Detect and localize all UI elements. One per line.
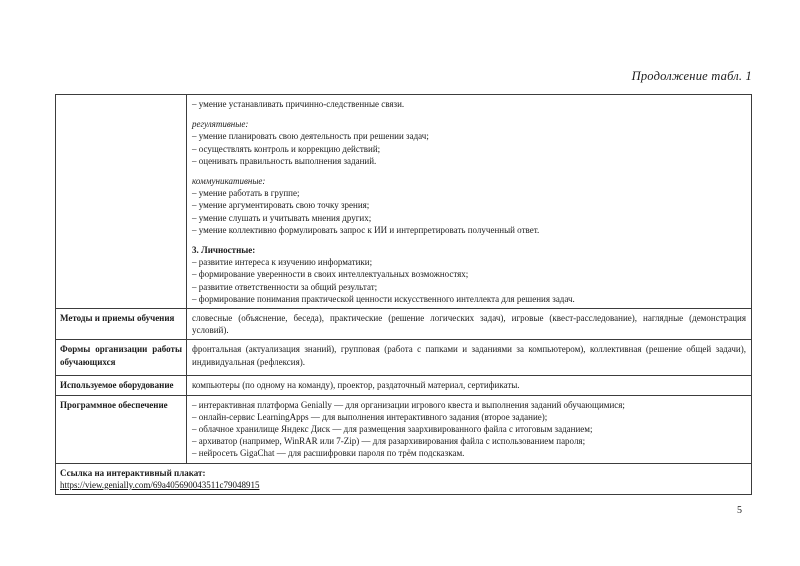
organization-forms-value: фронтальная (актуализация знаний), групповая (работа с папками и заданиями за компьютером), коллективная (решение общей задачи), индивидуальная (рефлексия). bbox=[187, 340, 752, 376]
methods-label: Методы и приемы обучения bbox=[56, 309, 187, 340]
software-label: Программное обеспечение bbox=[56, 395, 187, 463]
result-item: – умение устанавливать причинно-следственные связи. bbox=[192, 99, 405, 109]
table-row-software bbox=[56, 395, 752, 463]
group-heading-personal: 3. Личностные: bbox=[192, 245, 256, 256]
table-row-planned-results bbox=[56, 95, 752, 309]
label-cell-empty bbox=[56, 95, 187, 309]
poster-link[interactable]: https://view.genially.com/69a405690043511c79048915 bbox=[60, 479, 260, 490]
software-item: – архиватор (например, WinRAR или 7-Zip) — для разархивирования файла с использованием пароля; bbox=[192, 436, 586, 447]
organization-forms-label: Формы организации работы обучающихся bbox=[56, 340, 187, 376]
result-item: – осуществлять контроль и коррекцию действий; bbox=[192, 143, 381, 154]
equipment-label: Используемое оборудование bbox=[56, 376, 187, 395]
poster-link-cell bbox=[56, 463, 752, 494]
methods-value: словесные (объяснение, беседа), практические (решение логических задач), игровые (квест-расследование), наглядные (демонстрация условий). bbox=[187, 309, 752, 340]
result-item: – формирование уверенности в своих интеллектуальных возможностях; bbox=[192, 269, 469, 280]
result-item: – умение аргументировать свою точку зрения; bbox=[192, 200, 370, 211]
group-heading-regulative: регулятивные: bbox=[192, 119, 249, 130]
result-item: – оценивать правильность выполнения заданий. bbox=[192, 155, 377, 166]
software-item: – интерактивная платформа Genially — для организации игрового квеста и выполнения заданий обучающимися; bbox=[192, 399, 625, 410]
table-row-methods bbox=[56, 309, 752, 340]
result-item: – умение коллективно формулировать запрос к ИИ и интерпретировать полученный ответ. bbox=[192, 224, 540, 235]
result-item: – развитие ответственности за общий результат; bbox=[192, 281, 378, 292]
group-heading-communicative: коммуникативные: bbox=[192, 176, 266, 187]
software-item: – онлайн-сервис LearningApps — для выполнения интерактивного задания (второе задание); bbox=[192, 411, 548, 422]
poster-link-label: Ссылка на интерактивный плакат: bbox=[60, 467, 206, 478]
planned-results-cell bbox=[187, 95, 752, 309]
result-item: – умение работать в группе; bbox=[192, 188, 300, 199]
table-row-poster-link bbox=[56, 463, 752, 494]
lesson-plan-table bbox=[55, 94, 752, 495]
software-item: – нейросеть GigaChat — для расшифровки пароля по трём подсказкам. bbox=[192, 448, 465, 459]
result-item: – развитие интереса к изучению информатики; bbox=[192, 257, 373, 268]
result-item: – формирование понимания практической ценности искусственного интеллекта для решения задач. bbox=[192, 293, 575, 304]
table-continuation-caption: Продолжение табл. 1 bbox=[631, 69, 752, 83]
table-row-organization-forms bbox=[56, 340, 752, 376]
equipment-value: компьютеры (по одному на команду), проектор, раздаточный материал, сертификаты. bbox=[187, 376, 752, 395]
result-item: – умение планировать свою деятельность при решении задач; bbox=[192, 131, 429, 142]
software-value bbox=[187, 395, 752, 463]
page-number: 5 bbox=[737, 505, 742, 516]
software-item: – облачное хранилище Яндекс Диск — для размещения заархивированного файла с итоговым заданием; bbox=[192, 424, 593, 435]
result-item: – умение слушать и учитывать мнения других; bbox=[192, 212, 372, 223]
table-row-equipment bbox=[56, 376, 752, 395]
